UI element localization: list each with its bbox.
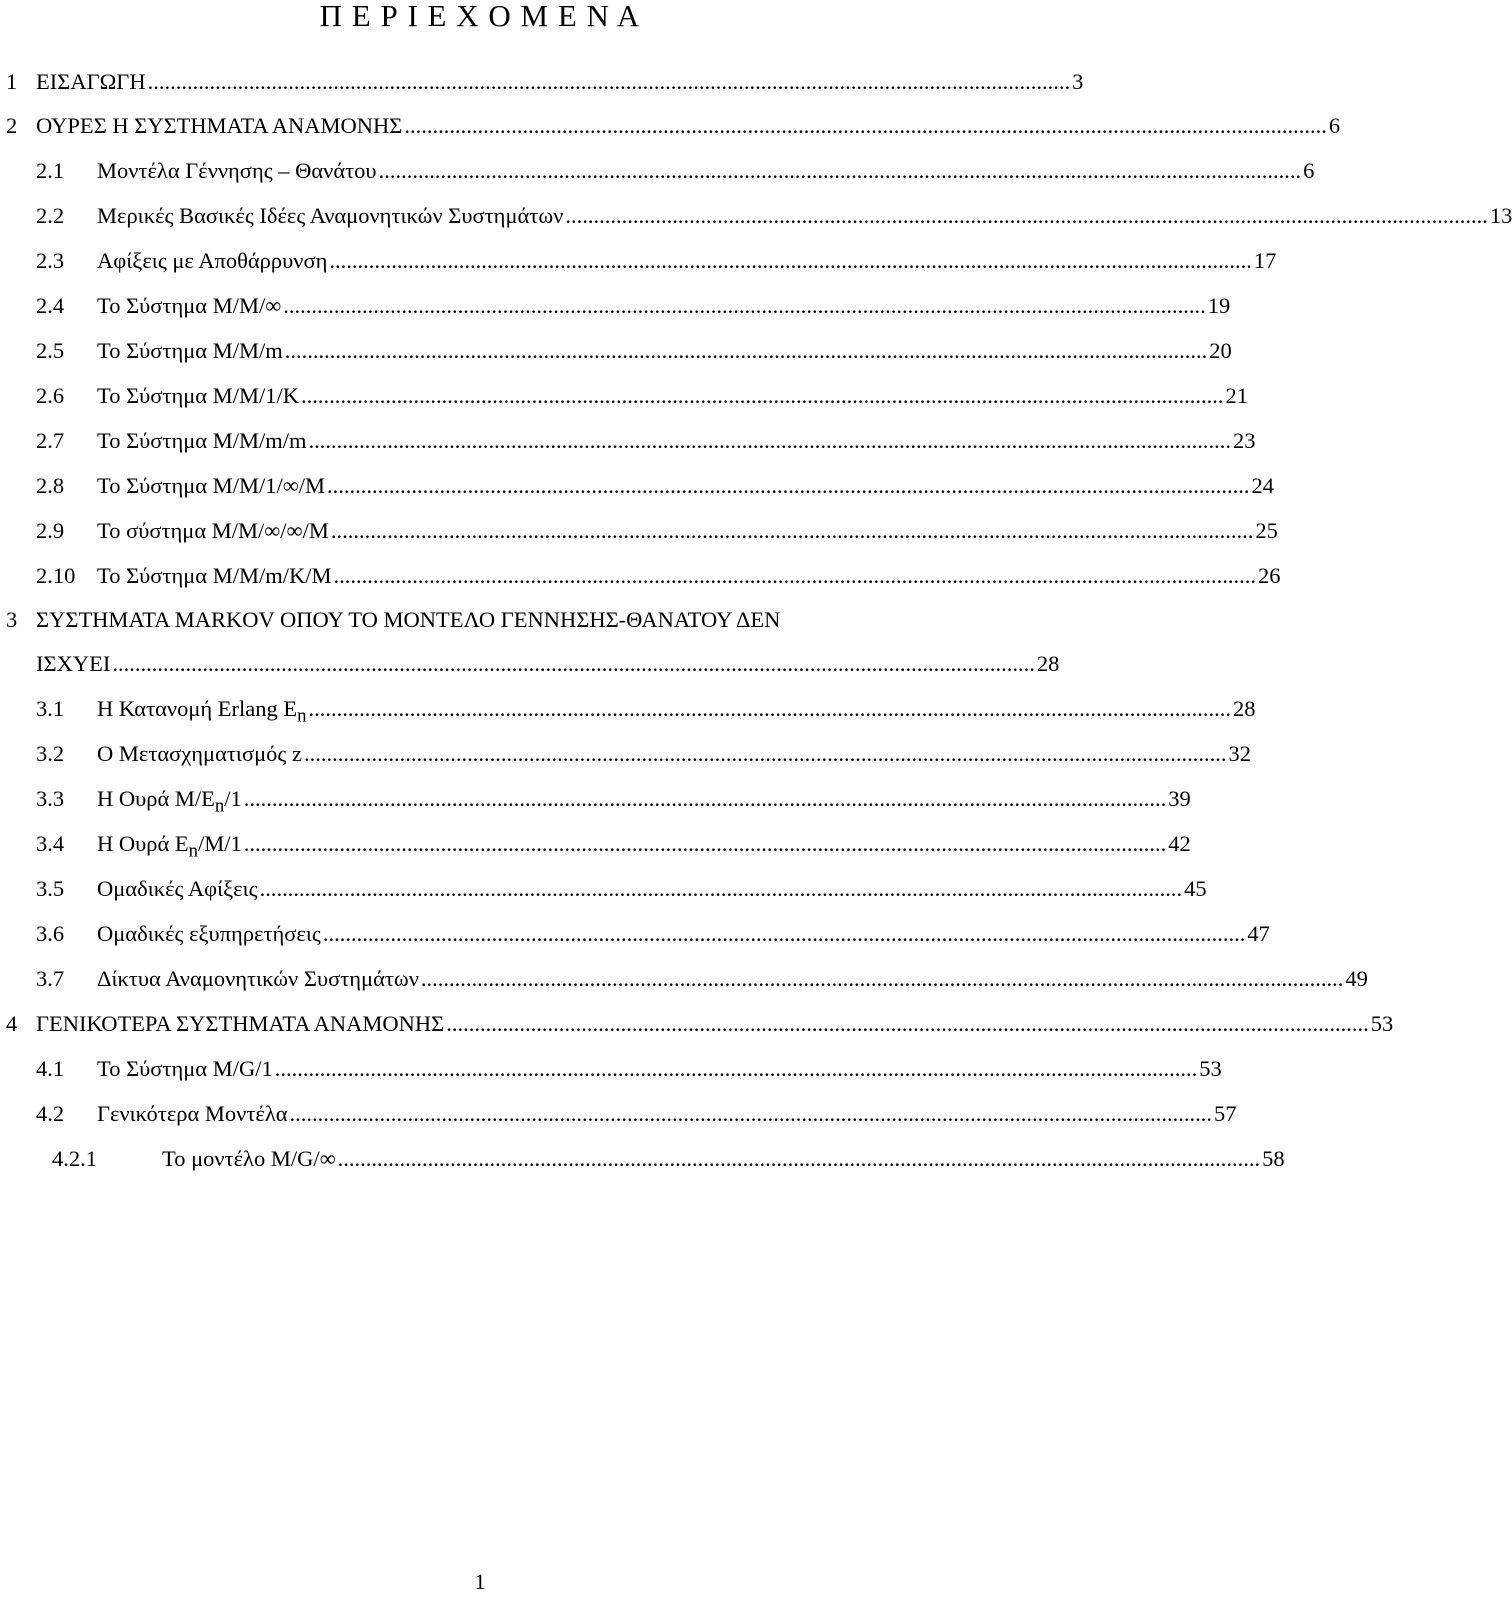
entry-number: 3.4	[36, 831, 65, 856]
dot-leader: ....................................................................................................................................................................	[308, 696, 1232, 721]
entry-page: 28	[1233, 696, 1256, 721]
entry-page: 28	[1036, 651, 1060, 676]
toc-entry-2-8[interactable]	[0, 470, 1275, 502]
entry-page: 20	[1209, 338, 1232, 363]
entry-page: 49	[1345, 966, 1368, 991]
toc-entry-4-2-1[interactable]	[0, 1143, 1285, 1175]
toc-entry-4-1[interactable]	[0, 1053, 1222, 1085]
toc-entry-4[interactable]	[0, 1008, 1394, 1040]
dot-leader: ....................................................................................................................................................................	[243, 786, 1167, 811]
entry-number: 2	[6, 113, 18, 138]
entry-page: 17	[1253, 248, 1277, 273]
entry-title: Το Σύστημα M/M/∞	[97, 293, 282, 318]
entry-page: 45	[1184, 876, 1207, 901]
entry-page: 21	[1225, 383, 1248, 408]
entry-title: Το σύστημα M/M/∞/∞/M	[97, 518, 329, 543]
entry-number: 2.2	[36, 203, 65, 228]
entry-page: 47	[1247, 921, 1270, 946]
dot-leader: ....................................................................................................................................................................	[289, 1101, 1213, 1126]
entry-page: 26	[1258, 563, 1281, 588]
entry-page: 25	[1255, 518, 1278, 543]
entry-title: Το Σύστημα M/G/1	[97, 1056, 273, 1081]
toc-entry-2-6[interactable]	[0, 380, 1248, 412]
toc-entry-3-continued[interactable]	[0, 648, 1060, 680]
dot-leader: ....................................................................................................................................................................	[565, 203, 1488, 228]
entry-title: Ο Μετασχηματισμός z	[97, 741, 302, 766]
dot-leader: ....................................................................................................................................................................	[420, 966, 1344, 991]
toc-entry-2-10[interactable]	[0, 560, 1281, 592]
toc-entry-3-2[interactable]	[0, 738, 1251, 770]
entry-page: 23	[1233, 428, 1256, 453]
toc-entry-2-9[interactable]	[0, 515, 1278, 547]
toc-entry-2-2[interactable]	[0, 200, 1512, 232]
entry-number: 2.6	[36, 383, 65, 408]
entry-number: 2.1	[36, 158, 65, 183]
entry-title: Η Ουρά E	[97, 831, 189, 856]
entry-number: 3.2	[36, 741, 65, 766]
toc-entry-3-5[interactable]	[0, 873, 1207, 905]
dot-leader: ....................................................................................................................................................................	[308, 428, 1231, 453]
entry-number: 4.2.1	[52, 1146, 97, 1171]
toc-entry-4-2[interactable]	[0, 1098, 1237, 1130]
toc-entry-2-1[interactable]	[0, 155, 1315, 187]
toc-entry-2-7[interactable]	[0, 425, 1256, 457]
entry-title: Το Σύστημα M/M/m/m	[97, 428, 307, 453]
entry-title: Η Κατανομή Erlang E	[97, 696, 298, 721]
entry-title: Η Ουρά M/E	[97, 786, 215, 811]
dot-leader: ....................................................................................................................................................................	[333, 563, 1256, 588]
dot-leader: ....................................................................................................................................................................	[300, 383, 1224, 408]
dot-leader: ....................................................................................................................................................................	[446, 1011, 1369, 1036]
dot-leader: ....................................................................................................................................................................	[329, 248, 1252, 273]
entry-page: 53	[1370, 1011, 1394, 1036]
dot-leader: ....................................................................................................................................................................	[404, 113, 1327, 138]
dot-leader: ....................................................................................................................................................................	[327, 473, 1250, 498]
entry-number: 2.7	[36, 428, 65, 453]
entry-title-suffix: /1	[224, 786, 242, 811]
entry-page: 13	[1489, 203, 1512, 228]
dot-leader: ....................................................................................................................................................................	[112, 651, 1035, 676]
entry-title-suffix: /M/1	[198, 831, 242, 856]
entry-page: 53	[1199, 1056, 1222, 1081]
entry-title: Το Σύστημα M/M/1/K	[97, 383, 299, 408]
dot-leader: ....................................................................................................................................................................	[147, 69, 1071, 94]
entry-title: Δίκτυα Αναμονητικών Συστημάτων	[97, 966, 419, 991]
entry-page: 57	[1214, 1101, 1237, 1126]
toc-entry-2-4[interactable]	[0, 290, 1231, 322]
entry-title: ΟΥΡΕΣ Η ΣΥΣΤΗΜΑΤΑ ΑΝΑΜΟΝΗΣ	[36, 113, 403, 138]
toc-entry-1[interactable]	[0, 66, 1084, 98]
entry-number: 4.2	[36, 1101, 65, 1126]
entry-page: 6	[1303, 158, 1315, 183]
entry-number: 2.5	[36, 338, 65, 363]
entry-title: Μερικές Βασικές Ιδέες Αναμονητικών Συστημάτων	[97, 203, 564, 228]
entry-page: 6	[1328, 113, 1341, 138]
entry-page: 19	[1207, 293, 1231, 318]
entry-number: 3.1	[36, 696, 65, 721]
entry-title: Το μοντέλο M/G/∞	[162, 1146, 336, 1171]
entry-title: Το Σύστημα M/M/m/K/M	[97, 563, 332, 588]
entry-number: 2.9	[36, 518, 65, 543]
dot-leader: ....................................................................................................................................................................	[378, 158, 1302, 183]
entry-number: 3.5	[36, 876, 65, 901]
entry-title: ΕΙΣΑΓΩΓΗ	[36, 69, 146, 94]
toc-entry-3-6[interactable]	[0, 918, 1270, 950]
entry-number: 3.7	[36, 966, 65, 991]
entry-number: 3.3	[36, 786, 65, 811]
entry-subscript: n	[188, 840, 199, 862]
toc-heading: Π Ε Ρ Ι Ε Χ Ο Μ Ε Ν Α	[319, 0, 641, 33]
entry-page: 32	[1228, 741, 1251, 766]
entry-number: 2.3	[36, 248, 65, 273]
dot-leader: ....................................................................................................................................................................	[283, 293, 1206, 318]
entry-page: 3	[1072, 69, 1084, 94]
entry-subscript: n	[297, 705, 307, 727]
dot-leader: ....................................................................................................................................................................	[330, 518, 1254, 543]
entry-title: ΣΥΣΤΗΜΑΤΑ MARKOV ΟΠΟΥ ΤΟ ΜΟΝΤΕΛΟ ΓΕΝΝΗΣΗΣ-ΘΑΝΑΤΟΥ ΔΕΝ	[36, 607, 781, 632]
entry-title: Γενικότερα Μοντέλα	[97, 1101, 288, 1126]
dot-leader: ....................................................................................................................................................................	[243, 831, 1167, 856]
entry-number: 4.1	[36, 1056, 65, 1081]
dot-leader: ....................................................................................................................................................................	[303, 741, 1227, 766]
entry-number: 4	[6, 1011, 18, 1036]
toc-entry-3-4[interactable]	[0, 828, 1191, 862]
dot-leader: ....................................................................................................................................................................	[259, 876, 1183, 901]
dot-leader: ....................................................................................................................................................................	[322, 921, 1246, 946]
entry-title: Το Σύστημα M/M/1/∞/M	[97, 473, 326, 498]
entry-number: 2.4	[36, 293, 65, 318]
entry-number: 3	[6, 607, 18, 632]
toc-entry-2[interactable]	[0, 110, 1341, 142]
dot-leader: ....................................................................................................................................................................	[274, 1056, 1198, 1081]
entry-number: 3.6	[36, 921, 65, 946]
entry-number: 2.8	[36, 473, 65, 498]
entry-title: ΙΣΧΥΕΙ	[36, 651, 111, 676]
entry-title: Ομαδικές Αφίξεις	[97, 876, 258, 901]
dot-leader: ....................................................................................................................................................................	[284, 338, 1208, 363]
entry-title: ΓΕΝΙΚΟΤΕΡΑ ΣΥΣΤΗΜΑΤΑ ΑΝΑΜΟΝΗΣ	[36, 1011, 445, 1036]
entry-number: 2.10	[36, 563, 76, 588]
entry-number: 1	[6, 69, 18, 94]
entry-page: 58	[1262, 1146, 1285, 1171]
entry-title: Ομαδικές εξυπηρετήσεις	[97, 921, 321, 946]
dot-leader: ....................................................................................................................................................................	[337, 1146, 1261, 1171]
toc-entry-2-3[interactable]	[0, 245, 1277, 277]
entry-page: 24	[1251, 473, 1275, 498]
toc-entry-3[interactable]	[0, 604, 960, 636]
toc-entry-3-7[interactable]	[0, 963, 1368, 995]
entry-page: 42	[1168, 831, 1191, 856]
entry-title: Αφίξεις με Αποθάρρυνση	[97, 248, 328, 273]
toc-entry-3-1[interactable]	[0, 693, 1256, 727]
page-number: 1	[474, 1569, 486, 1594]
toc-entry-2-5[interactable]	[0, 335, 1232, 367]
entry-title: Το Σύστημα M/M/m	[97, 338, 283, 363]
entry-page: 39	[1168, 786, 1191, 811]
toc-entry-3-3[interactable]	[0, 783, 1191, 817]
entry-title: Μοντέλα Γέννησης – Θανάτου	[97, 158, 377, 183]
entry-subscript: n	[214, 795, 225, 817]
